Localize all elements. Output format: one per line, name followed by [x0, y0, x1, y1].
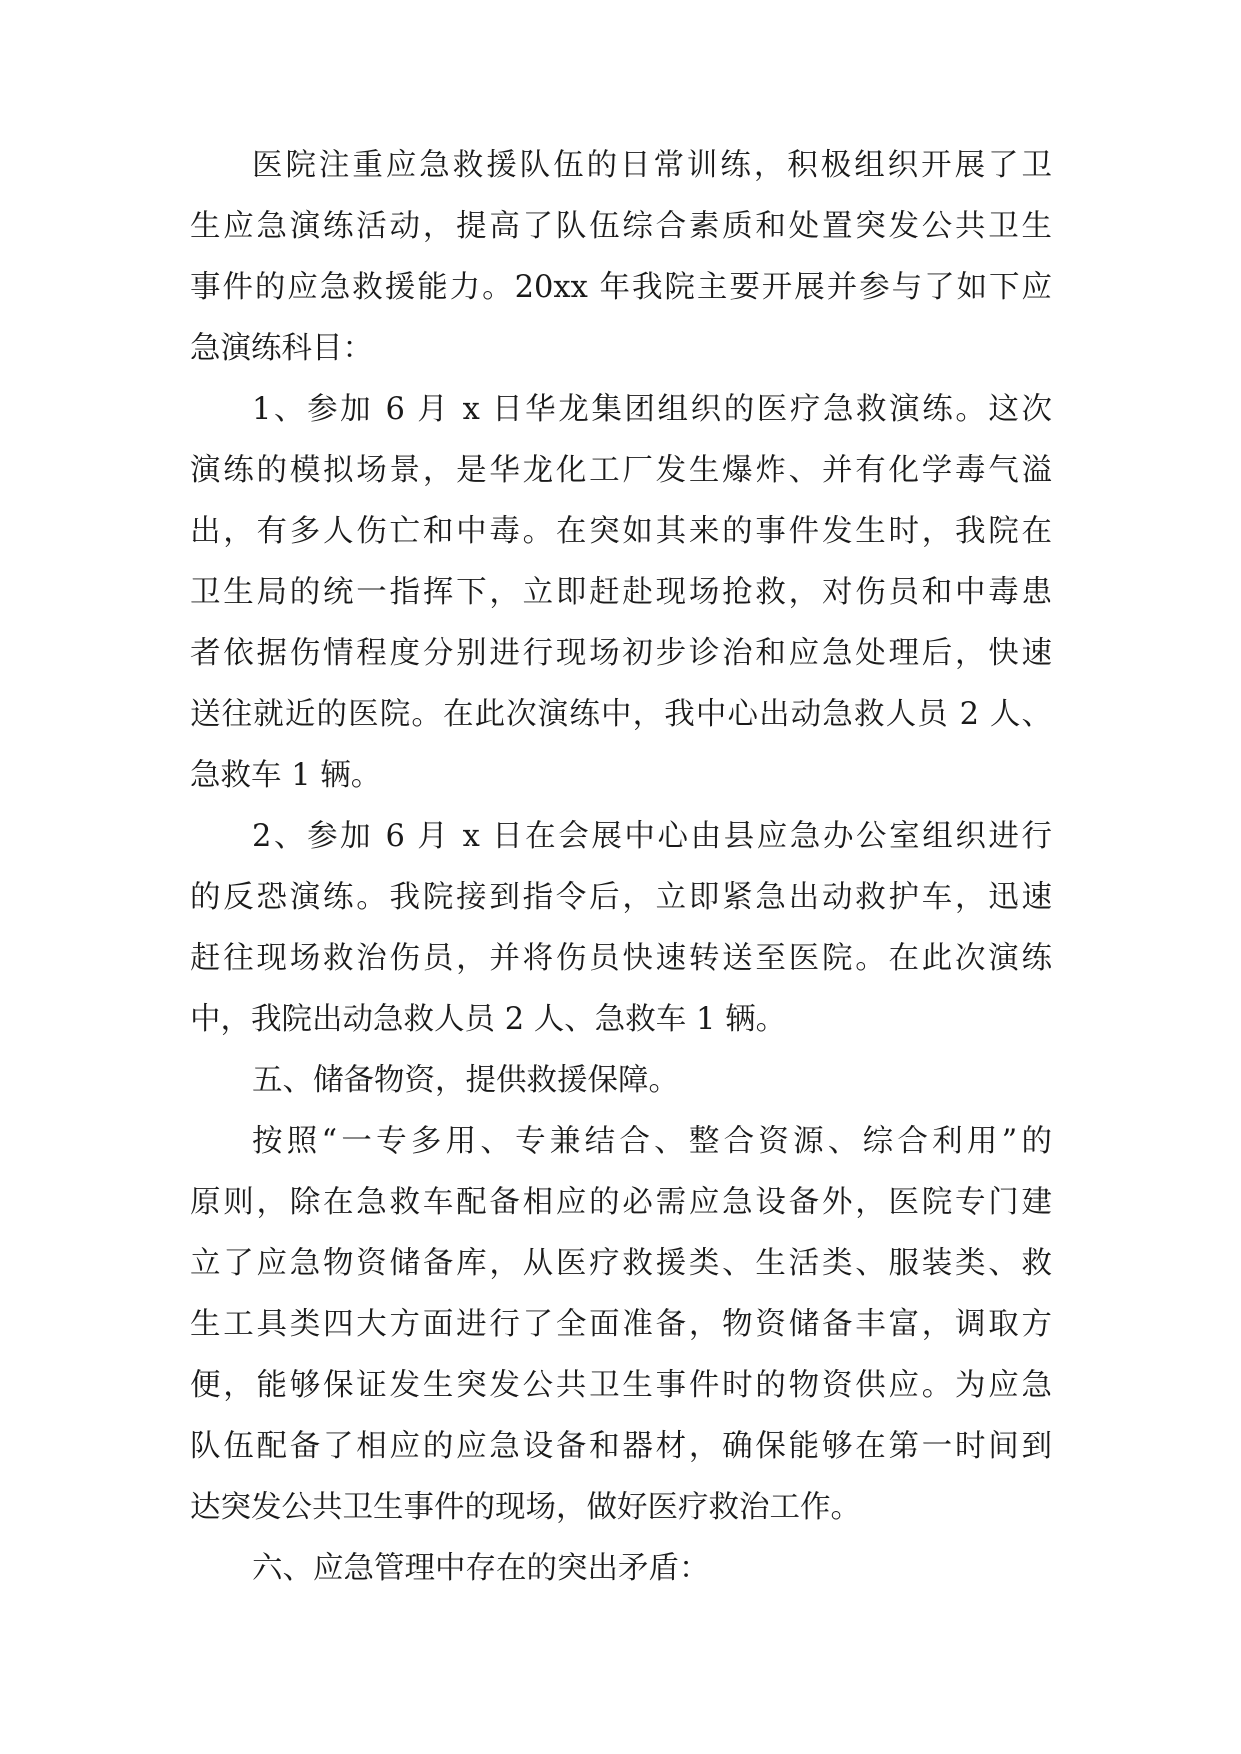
paragraph-3-line-4: 中，我院出动急救人员 2 人、急救车 1 辆。 — [190, 1002, 787, 1037]
paragraph-4-line-4: 生工具类四大方面进行了全面准备，物资储备丰富，调取方 — [190, 1307, 1052, 1342]
paragraph-4-line-3: 立了应急物资储备库，从医疗救援类、生活类、服装类、救 — [190, 1246, 1052, 1281]
paragraph-2-line-1: 1、参加 6 月 x 日华龙集团组织的医疗急救演练。这次 — [252, 392, 1052, 427]
paragraph-1-line-3: 事件的应急救援能力。20xx 年我院主要开展并参与了如下应 — [190, 270, 1052, 305]
paragraph-3-line-3: 赶往现场救治伤员，并将伤员快速转送至医院。在此次演练 — [190, 941, 1052, 976]
section-heading-6: 六、应急管理中存在的突出矛盾： — [252, 1551, 710, 1586]
paragraph-1-line-1: 医院注重应急救援队伍的日常训练，积极组织开展了卫 — [252, 148, 1052, 183]
paragraph-4-line-5: 便，能够保证发生突发公共卫生事件时的物资供应。为应急 — [190, 1368, 1052, 1403]
paragraph-4-line-2: 原则，除在急救车配备相应的必需应急设备外，医院专门建 — [190, 1185, 1052, 1220]
paragraph-3-line-2: 的反恐演练。我院接到指令后，立即紧急出动救护车，迅速 — [190, 880, 1052, 915]
paragraph-2-line-3: 出，有多人伤亡和中毒。在突如其来的事件发生时，我院在 — [190, 514, 1052, 549]
paragraph-1-line-2: 生应急演练活动，提高了队伍综合素质和处置突发公共卫生 — [190, 209, 1052, 244]
paragraph-1-line-4: 急演练科目： — [190, 331, 373, 366]
paragraph-2-line-7: 急救车 1 辆。 — [190, 758, 382, 793]
paragraph-2-line-2: 演练的模拟场景，是华龙化工厂发生爆炸、并有化学毒气溢 — [190, 453, 1052, 488]
paragraph-4-line-6: 队伍配备了相应的应急设备和器材，确保能够在第一时间到 — [190, 1429, 1052, 1464]
paragraph-2-line-5: 者依据伤情程度分别进行现场初步诊治和应急处理后，快速 — [190, 636, 1052, 671]
section-heading-5: 五、储备物资，提供救援保障。 — [252, 1063, 679, 1098]
paragraph-4-line-1: 按照“一专多用、专兼结合、整合资源、综合利用”的 — [252, 1124, 1052, 1159]
paragraph-2-line-4: 卫生局的统一指挥下，立即赶赴现场抢救，对伤员和中毒患 — [190, 575, 1052, 610]
paragraph-3-line-1: 2、参加 6 月 x 日在会展中心由县应急办公室组织进行 — [252, 819, 1052, 854]
paragraph-4-line-7: 达突发公共卫生事件的现场，做好医疗救治工作。 — [190, 1490, 861, 1525]
paragraph-2-line-6: 送往就近的医院。在此次演练中，我中心出动急救人员 2 人、 — [190, 697, 1052, 732]
